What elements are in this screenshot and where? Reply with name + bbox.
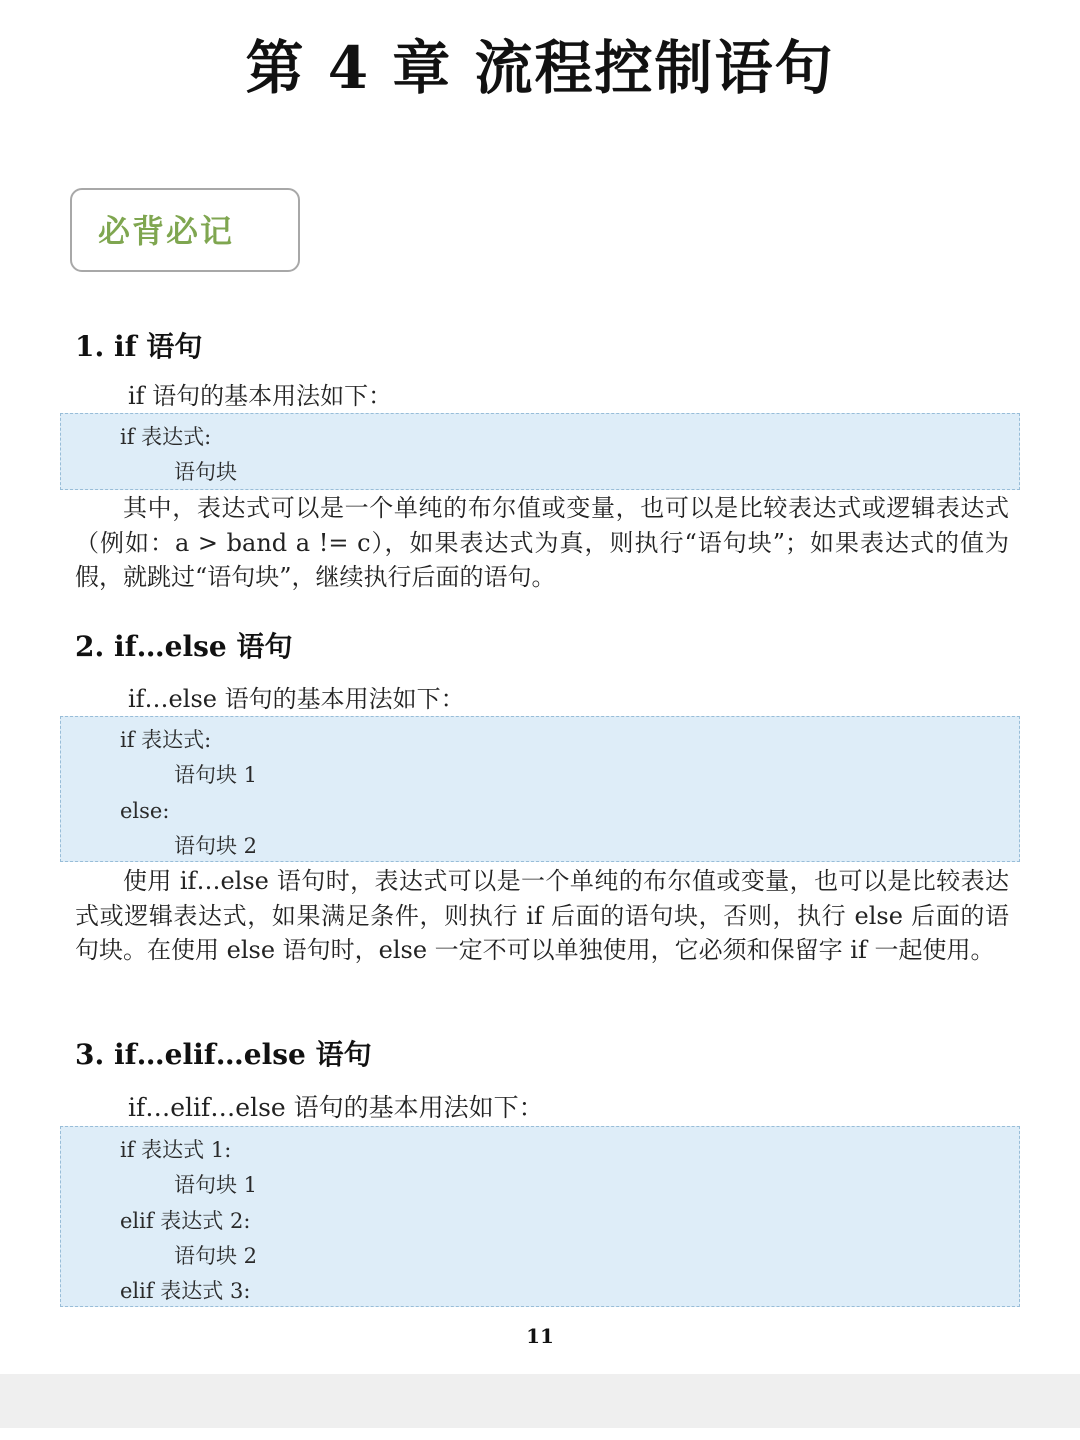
code-line: 语句块 <box>174 460 237 484</box>
code-line: if 表达式 1: <box>120 1138 232 1162</box>
code-line: elif 表达式 3: <box>120 1279 251 1303</box>
code-line: 语句块 2 <box>174 1244 258 1268</box>
code-line: 语句块 2 <box>174 834 258 858</box>
section-heading-if-else: 2. if…else 语句 <box>75 630 293 663</box>
next-page-edge <box>0 1428 1080 1440</box>
chapter-title: 第 4 章 流程控制语句 <box>245 34 835 102</box>
code-line: 语句块 1 <box>174 763 258 787</box>
page-number: 11 <box>526 1324 554 1348</box>
code-line: elif 表达式 2: <box>120 1209 251 1233</box>
recite-callout-box <box>70 188 300 272</box>
code-block-if-else <box>60 716 1020 862</box>
section-intro-if-else: if…else 语句的基本用法如下： <box>128 685 465 713</box>
section-heading-if: 1. if 语句 <box>75 330 203 363</box>
section-paragraph-if-else: 使用 if…else 语句时，表达式可以是一个单纯的布尔值或变量，也可以是比较表达式或逻辑表达式，如果满足条件，则执行 if 后面的语句块，否则，执行 else 后面的语句块。在使用 else 语句时，else 一定不可以单独使用，它必须和保留字 if 一起使用。 <box>75 867 1009 964</box>
recite-label: 必背必记 <box>98 212 235 250</box>
page-separator <box>0 1374 1080 1428</box>
code-block-if-elif-else <box>60 1126 1020 1307</box>
code-line: else: <box>120 799 170 823</box>
code-line: if 表达式: <box>120 728 212 752</box>
section-intro-if-elif-else: if…elif…else 语句的基本用法如下： <box>128 1093 544 1122</box>
code-block-if <box>60 413 1020 490</box>
section-paragraph-if: 其中，表达式可以是一个单纯的布尔值或变量，也可以是比较表达式或逻辑表达式（例如：a > band a != c），如果表达式为真，则执行“语句块”；如果表达式的值为假，就跳过“语句块”，继续执行后面的语句。 <box>75 494 1009 591</box>
section-heading-if-elif-else: 3. if…elif…else 语句 <box>75 1038 372 1071</box>
section-intro-if: if 语句的基本用法如下： <box>128 382 393 410</box>
code-line: if 表达式: <box>120 425 212 449</box>
code-line: 语句块 1 <box>174 1173 258 1197</box>
